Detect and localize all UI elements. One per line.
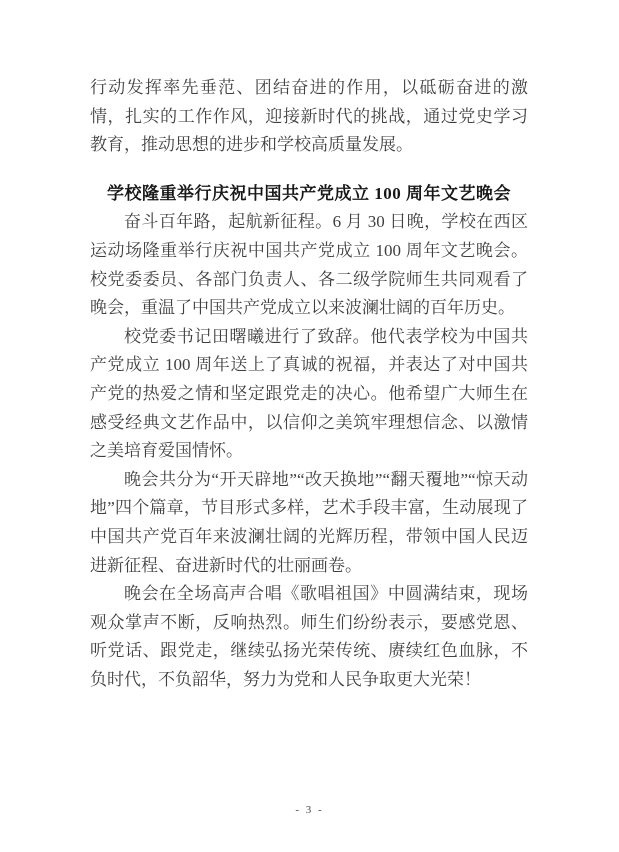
article-title: 学校隆重举行庆祝中国共产党成立 100 周年文艺晚会 (107, 183, 511, 203)
page-number: - 3 - (295, 804, 324, 816)
document-body (90, 74, 528, 694)
article-paragraph: 晚会共分为“开天辟地”“改天换地”“翻天覆地”“惊天动地”四个篇章，节目形式多样，艺术手段丰富，生动展现了中国共产党百年来波澜壮阔的光辉历程，带领中国人民迈进新征程、奋进新时代的壮丽画卷。 (90, 469, 528, 575)
article-paragraph: 晚会在全场高声合唱《歌唱祖国》中圆满结束，现场观众掌声不断，反响热烈。师生们纷纷表示，要感党恩、听党话、跟党走，继续弘扬光荣传统、赓续红色血脉，不负时代，不负韶华，努力为党和人民争取更大光荣！ (90, 584, 528, 689)
article-paragraph: 校党委书记田曙曦进行了致辞。他代表学校为中国共产党成立 100 周年送上了真诚的祝福，并表达了对中国共产党的热爱之情和坚定跟党走的决心。他希望广大师生在感受经典文艺作品中，以信仰之美筑牢理想信念、以激情之美培育爱国情怀。 (90, 326, 528, 461)
article-paragraph: 奋斗百年路，起航新征程。6 月 30 日晚，学校在西区运动场隆重举行庆祝中国共产党成立 100 周年文艺晚会。校党委委员、各部门负责人、各二级学院师生共同观看了晚会，重温了中国共产党成立以来波澜壮阔的百年历史。 (90, 212, 528, 318)
continuation-paragraph: 行动发挥率先垂范、团结奋进的作用，以砥砺奋进的激情，扎实的工作作风，迎接新时代的挑战，通过党史学习教育，推动思想的进步和学校高质量发展。 (90, 78, 528, 155)
